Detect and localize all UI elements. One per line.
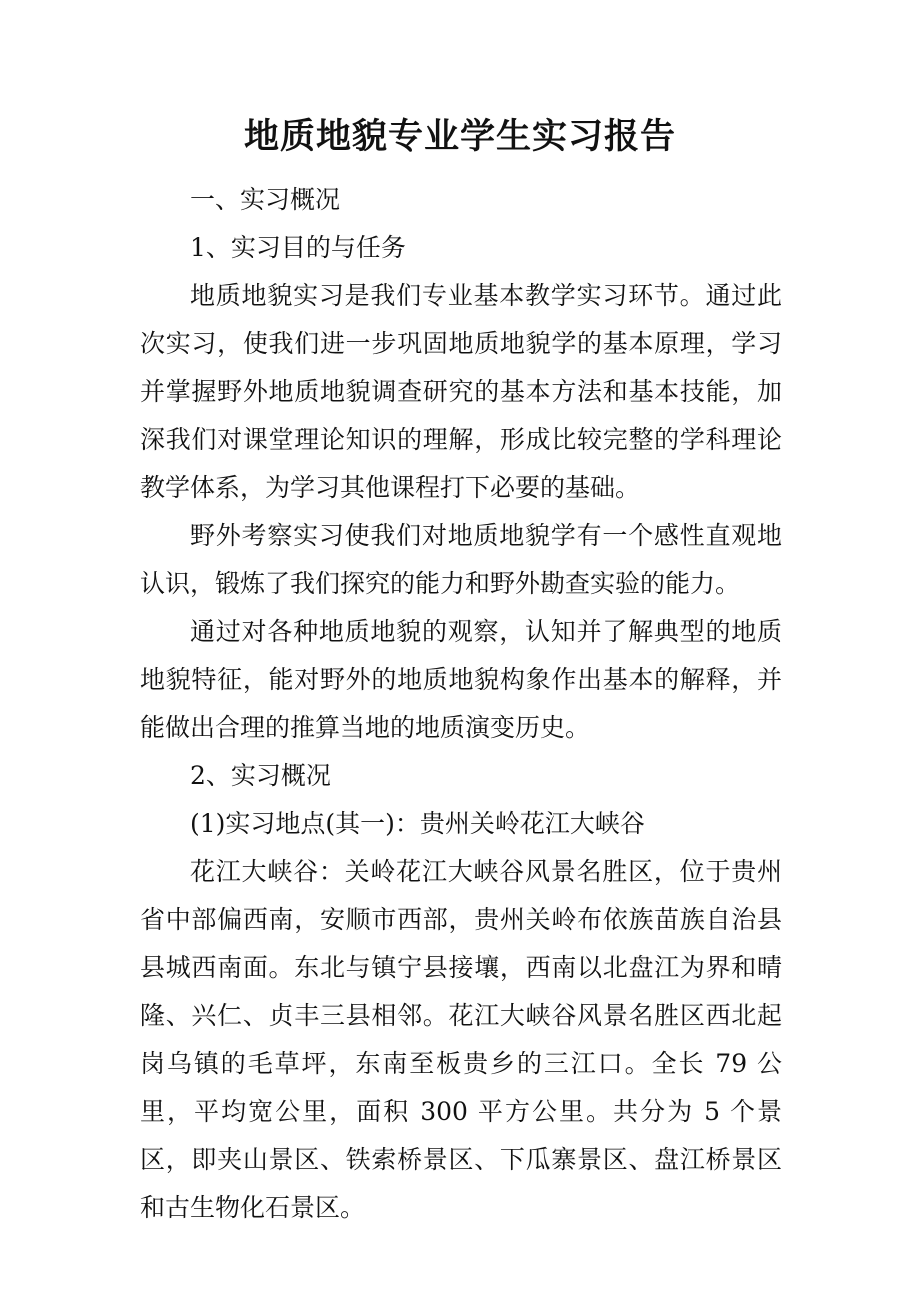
paragraph-observation: 通过对各种地质地貌的观察，认知并了解典型的地质地貌特征，能对野外的地质地貌构象作出基本的解释，并能做出合理的推算当地的地质演变历史。: [140, 617, 782, 742]
subsection-heading-summary: 2、实习概况: [190, 761, 331, 790]
paragraph-purpose: 地质地貌实习是我们专业基本教学实习环节。通过此次实习，使我们进一步巩固地质地貌学的基本原理，学习并掌握野外地质地貌调查研究的基本方法和基本技能，加深我们对课堂理论知识的理解，形成比较完整的学科理论教学体系，为学习其他课程打下必要的基础。: [140, 281, 782, 502]
paragraph-location: 花江大峡谷：关岭花江大峡谷风景名胜区，位于贵州省中部偏西南，安顺市西部，贵州关岭布依族苗族自治县县城西南面。东北与镇宁县接壤，西南以北盘江为界和晴隆、兴仁、贞丰三县相邻。花江大峡谷风景名胜区西北起岗乌镇的毛草坪，东南至板贵乡的三江口。全长 79 公里，平均宽公里，面积 300 平方公里。共分为 5 个景区，即夹山景区、铁索桥景区、下瓜寨景区、盘江桥景区和古生物化石景区。: [140, 857, 782, 1222]
paragraph-field-study: 野外考察实习使我们对地质地貌学有一个感性直观地认识，锻炼了我们探究的能力和野外勘查实验的能力。: [140, 521, 782, 598]
location-heading: (1)实习地点(其一)：贵州关岭花江大峡谷: [190, 809, 645, 838]
document-body: [140, 176, 782, 1232]
subsection-heading-purpose: 1、实习目的与任务: [190, 233, 406, 262]
document-title: 地质地貌专业学生实习报告: [243, 116, 676, 157]
section-heading-overview: 一、实习概况: [190, 185, 341, 214]
